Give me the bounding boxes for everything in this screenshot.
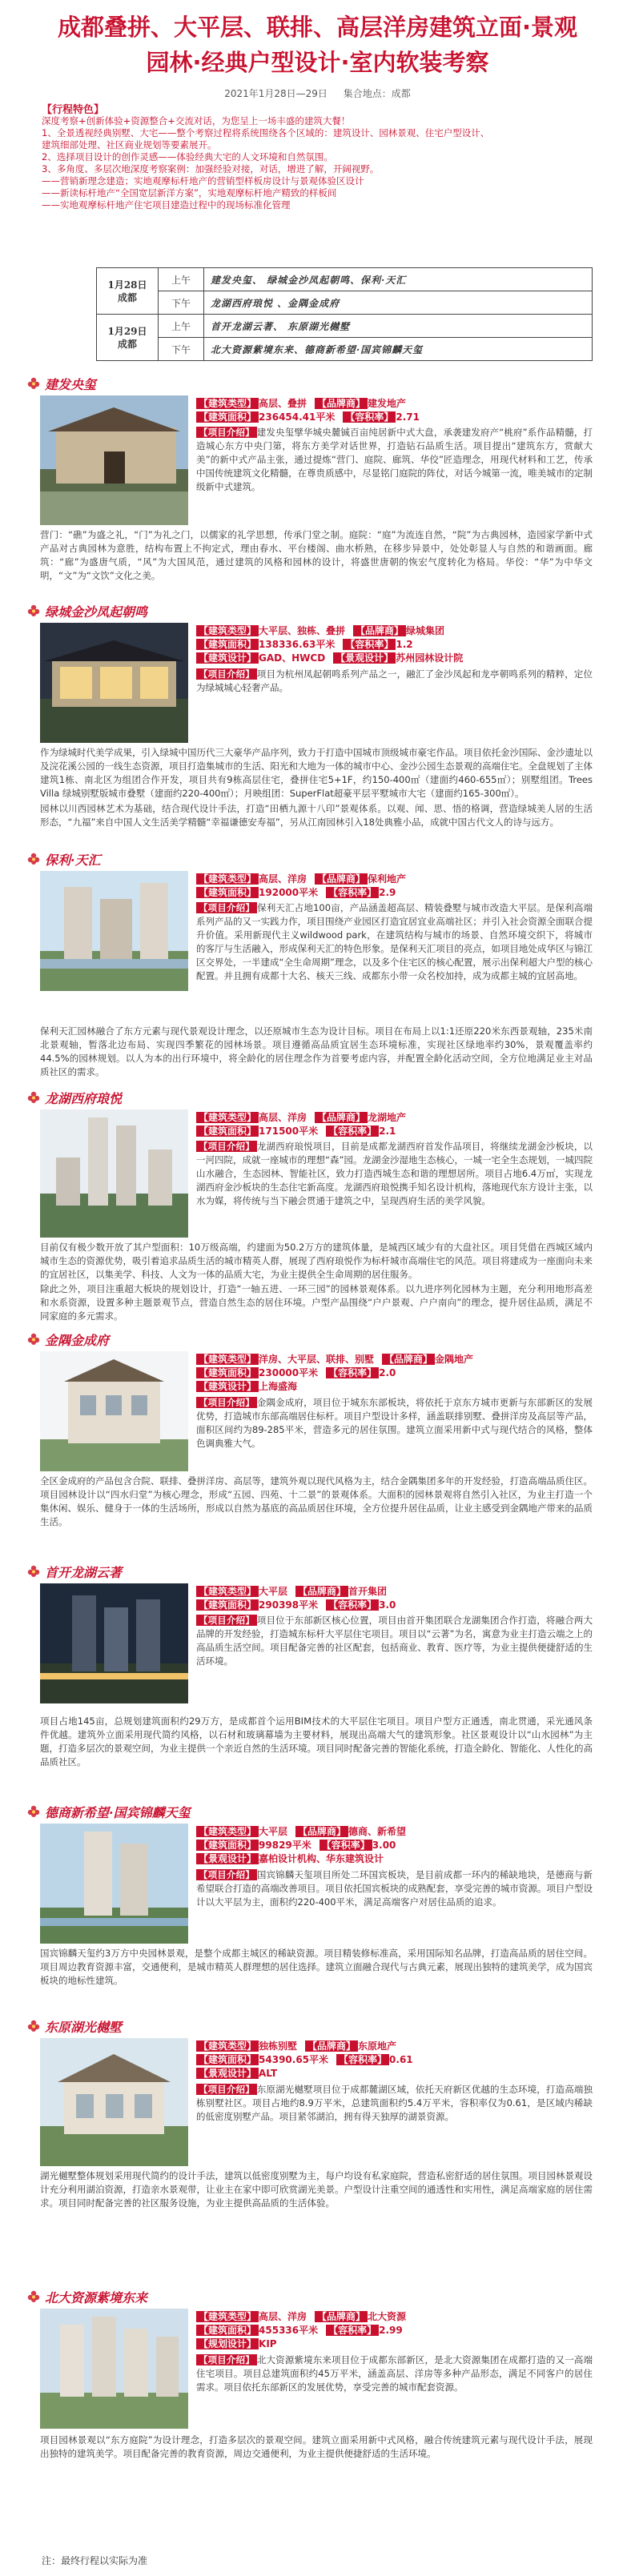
section-heading-longhu (27, 1089, 122, 1106)
flower-icon (27, 1091, 40, 1104)
label-ratio: 【容积率】 (320, 1840, 372, 1851)
value-design: GAD、HWCD (259, 652, 326, 664)
schedule-activity: 首开龙湖云著、 东原湖光樾墅 (204, 315, 593, 338)
intro-text: 建发央玺擘华城央麓铖百亩纯居新中式大盘，承袭建发府产“桃府”系作品精髓，打造城心东方中央门第，将东方美学对话世界，打造钻石品质生活。项目提出“建筑东方，赏献大美”的新中式产品主张，通过提炼“营门、庭院、廊筑、华佼”匠造理念，用现代材料和工艺，传承中国传统建筑文化精髓，在尊贵质感中，尽显铭门庭院的阵仗，对话今城第一流，唯美城市的定制级新中式建筑。 (196, 427, 593, 492)
value-area: 230000平米 (259, 1367, 319, 1378)
label-type: 【建筑类型】 (196, 1112, 259, 1123)
flower-icon (27, 1333, 40, 1346)
value-brand: 金隅地产 (435, 1354, 474, 1365)
schedule-slot: 下午 (159, 338, 204, 361)
value-landscape: 苏州园林设计院 (396, 652, 464, 664)
section-title: 东原湖光樾墅 (45, 2019, 123, 2035)
label-brand: 【品牌商】 (315, 398, 368, 409)
label-brand: 【品牌商】 (305, 2040, 358, 2052)
value-type: 洋房、大平层、联排、别墅 (259, 1354, 375, 1365)
feature-line: 2、选择项目设计的创作灵感——体验经典大宅的人文环境和自然氛围。 (42, 151, 333, 163)
value-type: 独栋别墅 (259, 2040, 298, 2052)
label-type: 【建筑类型】 (196, 398, 259, 409)
label-area: 【建筑面积】 (196, 2325, 259, 2336)
intro-text: 东原湖光樾墅项目位于成都麓湖区域，依托天府新区优越的生态环境，打造高端独栋别墅社区。项目占地约8.9万平米，总建筑面积约5.4万平米，容积率仅为0.61，是区域内稀缺的低密度别墅产品。项目紧邻湖泊，拥有得天独厚的湖景资源。 (196, 2084, 593, 2122)
feature-list (42, 115, 602, 211)
value-ratio: 3.0 (379, 1599, 396, 1611)
flower-icon (27, 1565, 40, 1578)
flower-icon (27, 604, 40, 617)
label-type: 【建筑类型】 (196, 2040, 259, 2052)
label-brand: 【品牌商】 (315, 873, 368, 885)
value-ratio: 2.0 (379, 1367, 396, 1378)
value-type: 高层、叠拼 (259, 398, 307, 409)
value-type: 大平层 (259, 1586, 288, 1597)
value-ratio: 2.9 (379, 887, 396, 898)
intro-text: 项目位于东部新区核心位置，项目由首开集团联合龙湖集团合作打造，将融合两大品牌的开发经验，打造城东标杆大平层住宅项目。项目以“云著”为名，寓意为业主打造云端之上的高品质生活空间。项目配备完善的社区配套，包括商业、教育、医疗等，为业主提供便捷舒适的生活环境。 (196, 1615, 593, 1667)
label-type: 【建筑类型】 (196, 1586, 259, 1597)
value-brand: 保利地产 (368, 873, 407, 885)
section-heading-dongyuan (27, 2017, 122, 2035)
project-description: 项目占地145亩，总规划建筑面积约29万方，是成都首个运用BIM技术的大平层住宅项目。项目户型方正通透，南北贯通，采光通风条件优越。建筑外立面采用现代简约风格，以石材和玻璃幕墙为主要材料，展现出高端大气的建筑形象。社区景观设计以“山水园林”为主题，打造多层次的景观空间，为业主提供一个亲近自然的生活环境。项目同时配备完善的智能化系统，打造全龄化、智能化、人性化的高品质社区。 (40, 1715, 593, 1767)
project-intro (196, 1396, 593, 1471)
project-description-2: 园林以川西园林艺术为基础，结合现代设计手法，打造“田栖九源十八印”景观体系。以观、闻、思、悟的格调，营造绿城美人居的生活形态，“九福”来自中国人文生活美学精髓“幸福谦德安寿福”，另从江南园林引入18处典雅小品，成就中国古代文人的诗与远方。 (40, 803, 593, 828)
label-design: 【景观设计】 (196, 2068, 259, 2079)
label-ratio: 【容积率】 (326, 1599, 379, 1611)
label-intro: 【项目介绍】 (196, 427, 257, 438)
label-intro: 【项目介绍】 (196, 2354, 257, 2365)
label-intro: 【项目介绍】 (196, 668, 257, 680)
feature-line: 1、全景透视经典别墅、大宅——整个考察过程将系统围绕各个区域的：建筑设计、园林景观、住宅户型设计、 (42, 127, 490, 138)
value-ratio: 2.71 (396, 411, 420, 423)
project-intro (196, 2083, 593, 2166)
section-title: 金隅金成府 (45, 1332, 110, 1348)
value-ratio: 0.61 (389, 2054, 413, 2065)
section-heading-baoli (27, 850, 101, 868)
footer-note: 注：最终行程以实际为准 (42, 2555, 148, 2566)
value-type: 大平层、独栋、叠拼 (259, 625, 346, 636)
value-brand: 东原地产 (358, 2040, 397, 2052)
title-line-1: 成都叠拼、大平层、联排、高层洋房建筑立面·景观 (57, 14, 578, 41)
value-design: 嘉柏设计机构、华东建筑设计 (259, 1853, 384, 1864)
label-landscape: 【景观设计】 (333, 652, 396, 664)
project-info (196, 1353, 589, 1394)
label-brand: 【品牌商】 (295, 1586, 348, 1597)
flower-icon (27, 2290, 40, 2303)
schedule-row (97, 315, 593, 338)
value-design: 上海盛海 (259, 1381, 298, 1392)
event-venue: 集合地点：成都 (343, 88, 411, 99)
project-description: 湖光樾墅整体规划采用现代简约的设计手法，建筑以低密度别墅为主，每户均设有私家庭院，营造私密舒适的居住氛围。项目园林景观设计充分利用湖泊资源，打造亲水景观带，让业主在家中即可欣赏湖光美景。户型设计注重空间的通透性和实用性，满足高端家庭的居住需求。项目同时配备完善的社区服务设施，为业主提供高品质的生活体验。 (40, 2170, 593, 2209)
project-description: 国宾锦麟天玺约3万方中央园林景观，是整个成都主城区的稀缺资源。项目精装修标准高，采用国际知名品牌，打造高品质的居住空间。项目周边教育资源丰富，交通便利，是城市精英人群理想的居住选择。建筑立面融合现代与古典元素，展现出独特的建筑美学，成为国宾板块的地标性建筑。 (40, 1948, 593, 1986)
intro-text: 项目为杭州凤起朝鸣系列产品之一，融汇了金沙凤起和龙亭朝鸣系列的精粹，定位为绿城城心轻奢产品。 (196, 668, 593, 693)
schedule-table (96, 267, 593, 361)
schedule-row (97, 338, 593, 361)
project-photo (40, 1351, 188, 1471)
section-heading-beida (27, 2288, 147, 2305)
value-brand: 绿城集团 (406, 625, 445, 636)
value-area: 138336.63平米 (259, 639, 336, 650)
page-title (24, 10, 611, 80)
project-info (196, 1111, 589, 1138)
label-ratio: 【容积率】 (326, 887, 379, 898)
title-line-2: 园林·经典户型设计·室内软装考察 (146, 49, 489, 76)
section-heading-jianfa (27, 375, 96, 392)
label-type: 【建筑类型】 (196, 625, 259, 636)
schedule-activity: 龙湖西府琅悦 、金隅金成府 (204, 291, 593, 315)
label-type: 【建筑类型】 (196, 873, 259, 885)
label-ratio: 【容积率】 (343, 639, 396, 650)
label-type: 【建筑类型】 (196, 2311, 259, 2322)
project-photo (40, 1109, 188, 1238)
project-photo (40, 2038, 188, 2166)
label-ratio: 【容积率】 (326, 1367, 379, 1378)
project-description: 作为绿城时代美学成果，引入绿城中国历代三大豪华产品序列，致力于打造中国城市顶级城市豪宅作品。项目依托金沙国际、金沙遗址以及浣花溪公园的一线生态资源，项目打造集城市的生活、阳光和大地为一体的城市中心、金沙公园生态景观的高端住宅。全盘规划了主体建筑1栋、南北区为组团合作开发，项目共有9栋高层住宅，叠拼住宅5+1F，约150-400㎡（建面约460-655㎡）；别墅组团。Trees Villa 绿城别墅版城市叠墅（建面约220-400㎡）；月映组团：SuperFlat超豪平层平墅城市大宅（建面约165-300㎡）。 (40, 747, 593, 799)
label-design: 【建筑设计】 (196, 1381, 259, 1392)
value-area: 455336平米 (259, 2325, 319, 2336)
flower-icon (27, 377, 40, 390)
project-photo (40, 2309, 188, 2429)
project-info (196, 1585, 589, 1612)
value-area: 192000平米 (259, 887, 319, 898)
project-intro (196, 2353, 593, 2429)
flower-icon (27, 1805, 40, 1818)
flower-icon (27, 2020, 40, 2032)
project-description: 营门：“礁”为盛之礼，“门”为礼之门，以儒家的礼学思想，传承门堂之制。庭院：“庭”为流连自然，“院”为古典园林，造园家学新中式产品对古典园林为意胜，结构布置上不拘定式，理由春水、平台楼阁、曲水桥熟，在移步异景中，处处彰显人与自然的和谐画面。廊筑：“廊”为盛唐气质，“风”为大国风范，通过建筑的风格和园林的设计，将盛世唐朝的恢宏气度转化为格局。华佼：“华”为中华文明，“文”为“文饮”文化之美。 (40, 529, 593, 581)
label-intro: 【项目介绍】 (196, 2084, 257, 2095)
project-info (196, 624, 589, 665)
schedule-activity: 北大资源紫境东来、德商新希望·国宾锦麟天玺 (204, 338, 593, 361)
section-title: 德商新希望·国宾锦麟天玺 (45, 1804, 191, 1820)
section-heading-lvcheng (27, 602, 147, 620)
dateline (0, 86, 635, 100)
value-area: 290398平米 (259, 1599, 319, 1611)
label-brand: 【品牌商】 (315, 2311, 368, 2322)
label-intro: 【项目介绍】 (196, 1869, 257, 1880)
project-info (196, 2310, 589, 2351)
value-brand: 建发地产 (368, 398, 407, 409)
event-date: 2021年1月28日—29日 (224, 88, 328, 99)
label-area: 【建筑面积】 (196, 1125, 259, 1137)
intro-text: 金隅金成府，项目位于城东东部板块，将依托于京东方城市更新与东部新区的发展优势，打造城市东部高端居住标杆。项目户型设计多样，涵盖联排别墅、叠拼洋房及高层等产品，面积区间约为89-285平米，营造多元的居住氛围。建筑立面采用新中式与现代结合的风格，整体色调典雅大气。 (196, 1397, 593, 1449)
value-design: ALT (259, 2068, 278, 2079)
feature-line: ——新读标杆地产“全国宽层新洋方案”，实地观摩标杆地产精致的样板间 (42, 187, 337, 199)
value-brand: 北大资源 (368, 2311, 407, 2322)
value-area: 54390.65平米 (259, 2054, 329, 2065)
project-description-2: 除此之外，项目注重超大板块的规划设计，打造“一轴五进、一环三园”的园林景观体系。以九进序列化园林为主题，充分利用地形高差和水系资源，设置多种主题景观节点，营造自然生态的居住环境。户型产品围绕“户户景观、户户南向”的理念，提升居住品质，满足不同家庭的多元需求。 (40, 1283, 593, 1322)
schedule-activity: 建发央玺、 绿城金沙凤起朝鸣、保利·天汇 (204, 268, 593, 291)
value-area: 99829平米 (259, 1840, 311, 1851)
intro-text: 龙湖西府琅悦项目，目前是成都龙湖西府首发作品项目，将继续龙湖金沙板块，以一河四院，成就一座城市的理想“森”园。龙湖金沙湿地生态核心，一城一宅全生态规划，一城四院山水融合，生态园林、智能社区，致力打造西城生态和谐的理想居所。项目占地6.4万㎡，实现龙湖西府金沙板块的生态住宅新高度。龙湖西府琅悦携手知名设计机构，落地现代东方设计主张，以水为媒，将传统与当下融会贯通于建筑之中，呈现西府生活的美学风貌。 (196, 1141, 593, 1206)
label-ratio: 【容积率】 (326, 1125, 379, 1137)
label-area: 【建筑面积】 (196, 1599, 259, 1611)
feature-line: 深度考察+创新体验+资源整合+交流对话，为您呈上一场丰盛的建筑大餐！ (42, 115, 351, 126)
label-area: 【建筑面积】 (196, 639, 259, 650)
value-ratio: 2.1 (379, 1125, 396, 1137)
value-ratio: 3.00 (372, 1840, 396, 1851)
value-area: 236454.41平米 (259, 411, 336, 423)
feature-line: ——营销新理念建造；实地观摩标杆地产的营销型样板房设计与景观体验区设计 (42, 175, 364, 187)
intro-text: 保利天汇占地100亩，产品涵盖超高层、精装叠墅与城市改造大平层。是保利高端系列产品的又一实践力作，项目围绕产业园区打造宜居宜业高端社区；并引入社会资源全面联合提升价值。采用新现代主义wildwood park，在建筑结构与城市的场景、自然环境交织下，将城市的客厅与生活融入，形成保利天汇的特色形象。是保利天汇项目的亮点，如项目地处成华区与锦江区交界处，一半建成“全生命周期”理念，以及多个住宅区的核心配置，展示出保利超大户型的核心配置。并且拥有成都十大名、核天三线、成都东小带一众名校加持，成为成都主城的宜居高地。 (196, 902, 593, 981)
label-type: 【建筑类型】 (196, 1354, 259, 1365)
value-type: 高层、洋房 (259, 2311, 307, 2322)
schedule-slot: 上午 (159, 315, 204, 338)
schedule-day: 1月29日 成都 (97, 315, 159, 361)
value-brand: 龙湖地产 (368, 1112, 407, 1123)
value-design: KIP (259, 2338, 277, 2349)
label-brand: 【品牌商】 (315, 1112, 368, 1123)
intro-text: 北大资源紫境东来项目位于成都东部新区，是北大资源集团在成都打造的又一高端住宅项目。项目总建筑面积约45万平米，涵盖高层、洋房等多种产品形态，满足不同客户的居住需求。项目依托东部新区的发展优势，享受完善的城市配套资源。 (196, 2354, 593, 2393)
section-title: 龙湖西府琅悦 (45, 1090, 123, 1106)
section-title: 保利·天汇 (45, 852, 101, 868)
feature-line: 3、多角度、多层次地深度考察案例：加强经验对接，对话，增进了解，开阔视野。 (42, 163, 380, 175)
section-title: 首开龙湖云著 (45, 1564, 123, 1580)
label-intro: 【项目介绍】 (196, 1141, 257, 1152)
label-design: 【规划设计】 (196, 2338, 259, 2349)
project-photo (40, 871, 188, 991)
section-title: 绿城金沙凤起朝鸣 (45, 604, 148, 620)
project-photo (40, 1583, 188, 1703)
value-area: 171500平米 (259, 1125, 319, 1137)
project-intro (196, 1140, 593, 1238)
project-description: 全区金成府的产品包含合院、联排、叠拼洋房、高层等，建筑外观以现代风格为主，结合金隅集团多年的开发经验，打造高端品质住区。项目园林设计以“四水归堂”为核心理念，形成“五园、四苑、十二景”的景观体系。大面积的园林景观将自然引入社区，为业主打造一个集休闲、娱乐、健身于一体的生活场所，形成以自然为基底的高品质居住环境，全方位提升居住品质，让业主感受到金隅地产带来的品质生活。 (40, 1475, 593, 1527)
project-intro (196, 426, 593, 525)
project-info (196, 873, 589, 900)
project-description: 保利天汇园林融合了东方元素与现代景观设计理念，以还原城市生态为设计目标。项目在布局上以1:1还原220米东西景观轴，235米南北景观轴，暂落北边布局、实现四季繁花的园林场景。项目遵循高品质宜居生态环境标准，实现社区绿地率约30%，景观覆盖率约44.5%的园林规划。以人为本的出行环境中，将全龄化的居住理念作为首要考虑内容，并配置全龄化活动空间，全方位地满足业主对品质社区的需求。 (40, 1025, 593, 1077)
project-photo (40, 623, 188, 743)
project-info (196, 397, 589, 424)
project-info (196, 2040, 589, 2080)
value-type: 高层、洋房 (259, 873, 307, 885)
schedule-slot: 上午 (159, 268, 204, 291)
project-photo (40, 395, 188, 525)
label-brand: 【品牌商】 (295, 1826, 348, 1837)
section-heading-shoukai (27, 1563, 122, 1580)
label-ratio: 【容积率】 (343, 411, 396, 423)
project-description: 项目园林景观以“东方庭院”为设计理念，打造多层次的景观空间。建筑立面采用新中式风格，融合传统建筑元素与现代设计手法，展现出独特的建筑美学。项目配备完善的教育资源，周边交通便利，为业主提供便捷舒适的生活环境。 (40, 2434, 593, 2459)
label-area: 【建筑面积】 (196, 2054, 259, 2065)
section-title: 建发央玺 (45, 376, 97, 392)
feature-line: ——实地观摩标杆地产住宅项目建造过程中的现场标准化管理 (42, 199, 291, 211)
intro-text: 国宾锦麟天玺项目所处二环国宾板块，是目前成都一环内的稀缺地块，是德商与新希望联合打造的高端改善项目。项目依托国宾板块的成熟配套，享受完善的城市资源。项目户型设计以大平层为主，面积约220-400平米，满足高端客户对居住品质的追求。 (196, 1869, 593, 1908)
feature-line: 建筑细部处理、社区商业规划等要素展开。 (42, 139, 217, 150)
project-intro (196, 668, 593, 743)
value-ratio: 1.2 (396, 639, 413, 650)
label-design: 【景观设计】 (196, 1853, 259, 1864)
project-description: 目前仅有极少数开放了其户型面积：10万级高端，约建面为50.2万方的建筑体量，是城西区域少有的大盘社区。项目凭借在西城区域内城市生态的资源优势，吸引着追求品质生活的城市精英人群，展现了西府琅悦作为标杆城市高端住宅的风范。项目将建成为一座面向未来的宜居社区，以集美学、科技、人文为一体的品质大宅，为业主提供全生命周期的居住服务。 (40, 1242, 593, 1280)
label-brand: 【品牌商】 (353, 625, 406, 636)
schedule-day: 1月28日 成都 (97, 268, 159, 315)
label-area: 【建筑面积】 (196, 411, 259, 423)
value-type: 高层、洋房 (259, 1112, 307, 1123)
value-brand: 德商、新希望 (348, 1826, 407, 1837)
label-ratio: 【容积率】 (326, 2325, 379, 2336)
label-area: 【建筑面积】 (196, 1367, 259, 1378)
project-intro (196, 1614, 593, 1703)
label-intro: 【项目介绍】 (196, 1615, 257, 1626)
section-title: 北大资源紫境东来 (45, 2289, 148, 2305)
label-ratio: 【容积率】 (336, 2054, 389, 2065)
project-photo (40, 1824, 188, 1944)
label-design: 【建筑设计】 (196, 652, 259, 664)
value-ratio: 2.99 (379, 2325, 403, 2336)
flower-icon (27, 853, 40, 865)
label-area: 【建筑面积】 (196, 887, 259, 898)
schedule-slot: 下午 (159, 291, 204, 315)
value-brand: 首开集团 (348, 1586, 388, 1597)
section-heading-jinyu (27, 1330, 109, 1348)
value-type: 大平层 (259, 1826, 288, 1837)
project-intro (196, 1868, 593, 1944)
label-brand: 【品牌商】 (382, 1354, 435, 1365)
section-heading-deshang (27, 1803, 191, 1820)
label-type: 【建筑类型】 (196, 1826, 259, 1837)
label-area: 【建筑面积】 (196, 1840, 259, 1851)
feature-heading: 【行程特色】 (42, 104, 105, 116)
schedule-row (97, 268, 593, 291)
schedule-row (97, 291, 593, 315)
label-intro: 【项目介绍】 (196, 1397, 257, 1408)
label-intro: 【项目介绍】 (196, 902, 257, 913)
project-info (196, 1825, 589, 1866)
project-intro (196, 901, 593, 1021)
